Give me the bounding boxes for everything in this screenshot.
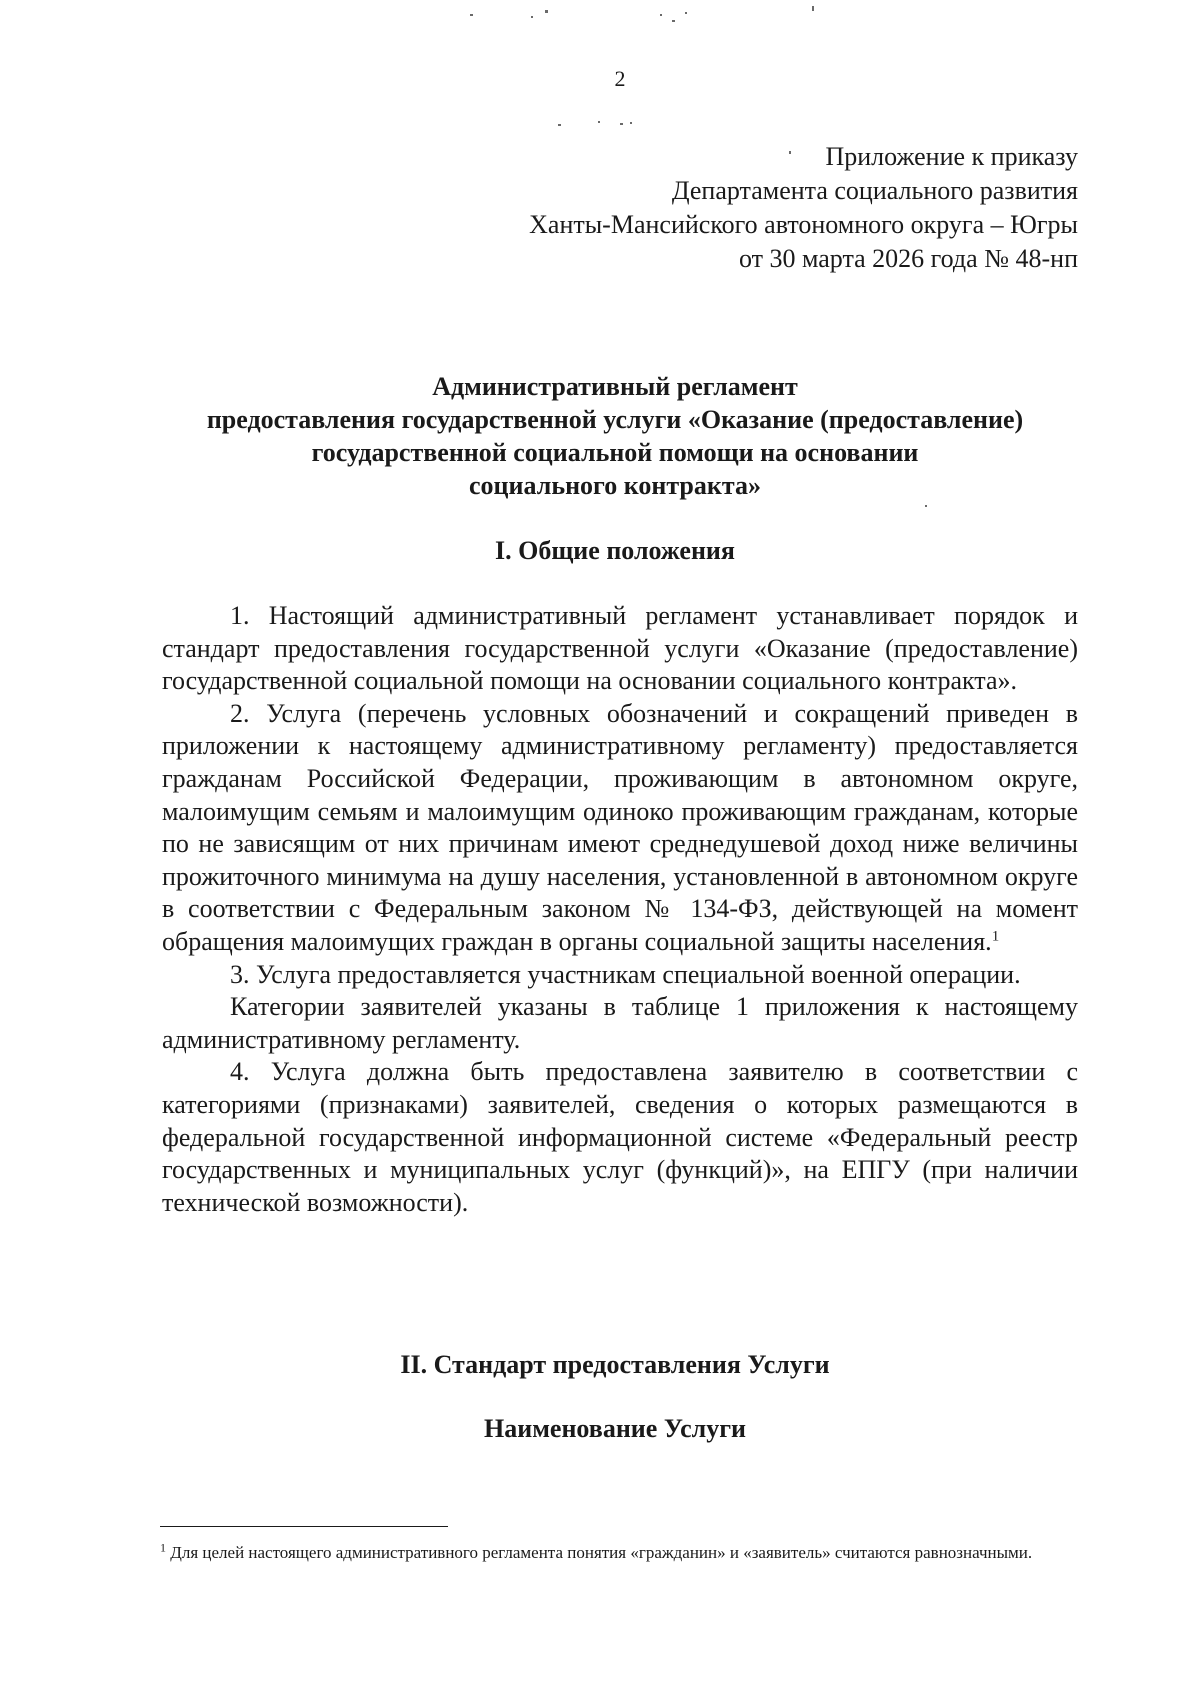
approval-line: Ханты-Мансийского автономного округа – Югры [529,210,1078,239]
paragraph-3-categories: Категории заявителей указаны в таблице 1 приложения к настоящему административному регламенту. [162,992,1078,1054]
title-line: предоставления государственной услуги «Оказание (предоставление) [206,405,1024,434]
paragraph-2 [162,698,1078,959]
paragraph-2-text: 2. Услуга (перечень условных обозначений и сокращений приведен в приложении к настоящему административному регламенту) предоставляется гражданам Российской Федерации, проживающим в автономном округе, малоимущим семьям и малоимущим одиноко проживающим гражданам, которые по не зависящим от них причинам имеют среднедушевой доход ниже величины прожиточного минимума на душу населения, установленной в автономном округе в соответствии с Федеральным законом № 134-ФЗ, действующей на момент обращения малоимущих граждан в органы социальной защиты населения. [162,698,1078,956]
section-1-heading: I. Общие положения [495,536,735,565]
footnote-reference: 1 [991,928,1000,945]
footnote-divider [160,1526,448,1527]
footnote [160,1540,1078,1565]
approval-line: Приложение к приказу [825,142,1078,171]
paragraph-4: 4. Услуга должна быть предоставлена заявителю в соответствии с категориями (признаками) заявителей, сведения о которых размещаются в федеральной государственной информационной системе «Федеральный реестр государственных и муниципальных услуг (функций)», на ЕПГУ (при наличии технической возможности). [162,1057,1078,1217]
approval-stamp-block [529,140,1078,276]
paragraph-1: 1. Настоящий административный регламент устанавливает порядок и стандарт предоставления государственной услуги «Оказание (предоставление) государственной социальной помощи на основании социального контракта». [162,601,1078,696]
page-number: 2 [614,66,626,91]
section-1-body [162,600,1078,1219]
title-line: социального контракта» [469,471,761,500]
footnote-text: Для целей настоящего административного регламента понятия «гражданин» и «заявитель» считаются равнозначными. [170,1543,1033,1562]
footnote-marker: 1 [160,1540,166,1555]
title-line: государственной социальной помощи на основании [311,438,919,467]
paragraph-3: 3. Услуга предоставляется участникам специальной военной операции. [230,959,1021,989]
section-2-subheading: Наименование Услуги [483,1414,747,1443]
document-title [160,370,1070,502]
approval-line: Департамента социального развития [671,176,1078,205]
section-2-heading: II. Стандарт предоставления Услуги [400,1350,830,1379]
title-line: Административный регламент [432,372,798,401]
approval-line: от 30 марта 2026 года № 48-нп [738,244,1078,273]
